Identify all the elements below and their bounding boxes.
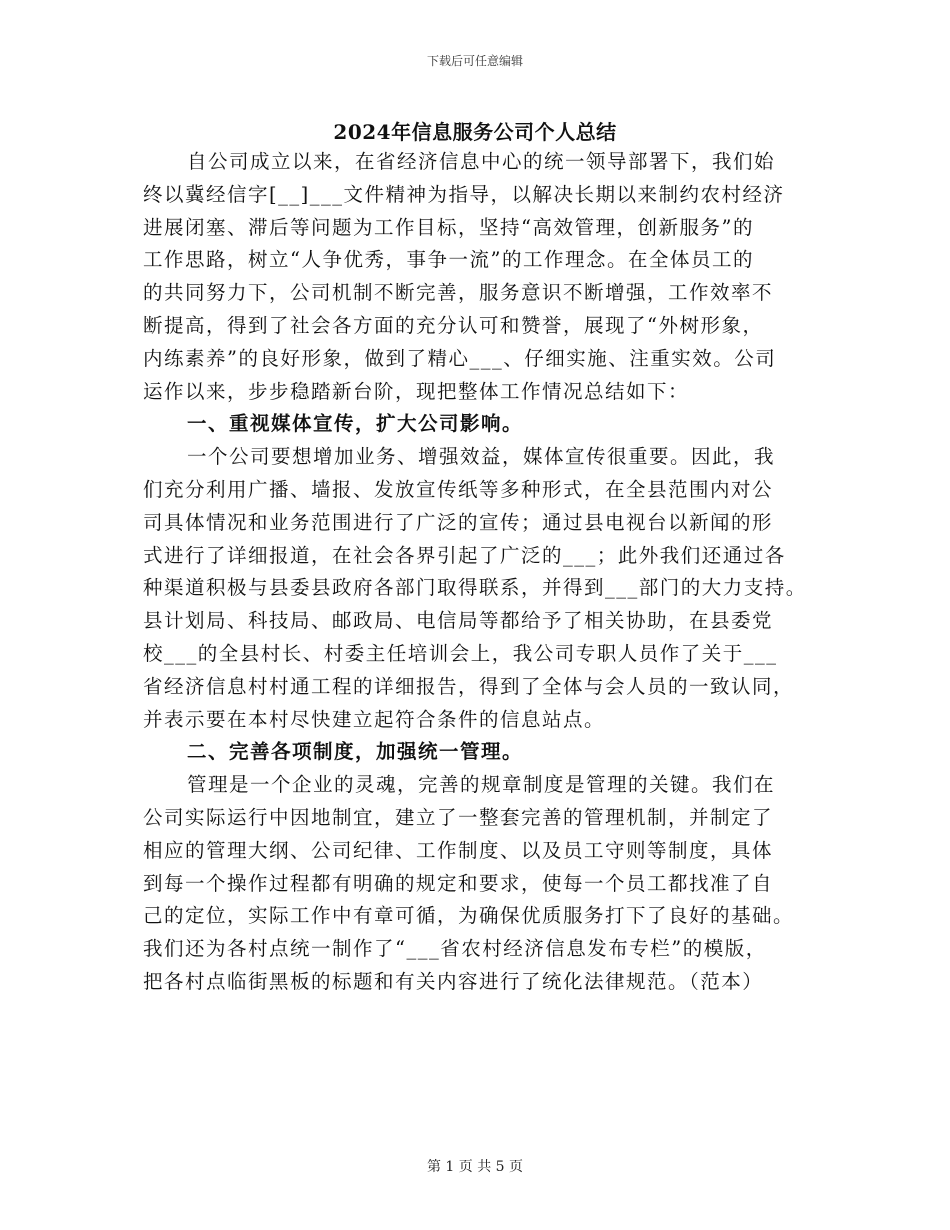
text-line: 一个公司要想增加业务、增强效益，媒体宣传很重要。因此，我 [187, 445, 776, 469]
text-line: 我们还为各村点统一制作了“___省农村经济信息发布专栏”的模版， [143, 937, 767, 961]
text-line: 进展闭塞、滞后等问题为工作目标，坚持“高效管理，创新服务”的 [143, 215, 754, 239]
document-title: 2024年信息服务公司个人总结 [333, 120, 617, 144]
section-heading: 二、完善各项制度，加强统一管理。 [187, 740, 524, 764]
text-line: 把各村点临街黑板的标题和有关内容进行了统化法律规范。（范本） [143, 969, 764, 993]
text-line: 管理是一个企业的灵魂，完善的规章制度是管理的关键。我们在 [187, 773, 776, 797]
text-line: 并表示要在本村尽快建立起符合条件的信息站点。 [143, 707, 606, 731]
text-line: 省经济信息村村通工程的详细报告，得到了全体与会人员的一致认同， [143, 674, 795, 698]
text-line: 的共同努力下，公司机制不断完善，服务意识不断增强，工作效率不 [143, 281, 774, 305]
text-line: 运作以来，步步稳踏新台阶，现把整体工作情况总结如下： [143, 379, 690, 403]
page-footer: 第 1 页 共 5 页 [426, 1159, 524, 1175]
text-line: 终以冀经信字[__]___文件精神为指导，以解决长期以来制约农村经济 [143, 182, 785, 206]
section-heading: 一、重视媒体宣传，扩大公司影响。 [187, 412, 524, 436]
text-line: 式进行了详细报道，在社会各界引起了广泛的___；此外我们还通过各 [143, 543, 786, 567]
text-line: 县计划局、科技局、邮政局、电信局等都给予了相关协助，在县委党 [143, 609, 774, 633]
text-line: 内练素养”的良好形象，做到了精心___、仔细实施、注重实效。公司 [143, 346, 777, 370]
text-line: 种渠道积极与县委县政府各部门取得联系，并得到___部门的大力支持。 [143, 576, 807, 600]
text-line: 到每一个操作过程都有明确的规定和要求，使每一个员工都找准了自 [143, 871, 774, 895]
text-line: 自公司成立以来，在省经济信息中心的统一领导部署下，我们始 [187, 150, 776, 173]
document-body [143, 146, 823, 999]
text-line: 己的定位，实际工作中有章可循，为确保优质服务打下了良好的基础。 [143, 904, 795, 928]
text-line: 公司实际运行中因地制宜，建立了一整套完善的管理机制，并制定了 [143, 805, 774, 829]
text-line: 司具体情况和业务范围进行了广泛的宣传；通过县电视台以新闻的形 [143, 510, 774, 534]
text-line: 断提高，得到了社会各方面的充分认可和赞誉，展现了“外树形象， [143, 313, 764, 337]
text-line: 工作思路，树立“人争优秀，事争一流”的工作理念。在全体员工的 [143, 248, 754, 272]
text-line: 校___的全县村长、村委主任培训会上，我公司专职人员作了关于___ [143, 641, 778, 665]
text-line: 们充分利用广播、墙报、发放宣传纸等多种形式，在全县范围内对公 [143, 477, 774, 501]
text-line: 相应的管理大纲、公司纪律、工作制度、以及员工守则等制度，具体 [143, 838, 774, 862]
header-note: 下载后可任意编辑 [426, 54, 523, 68]
